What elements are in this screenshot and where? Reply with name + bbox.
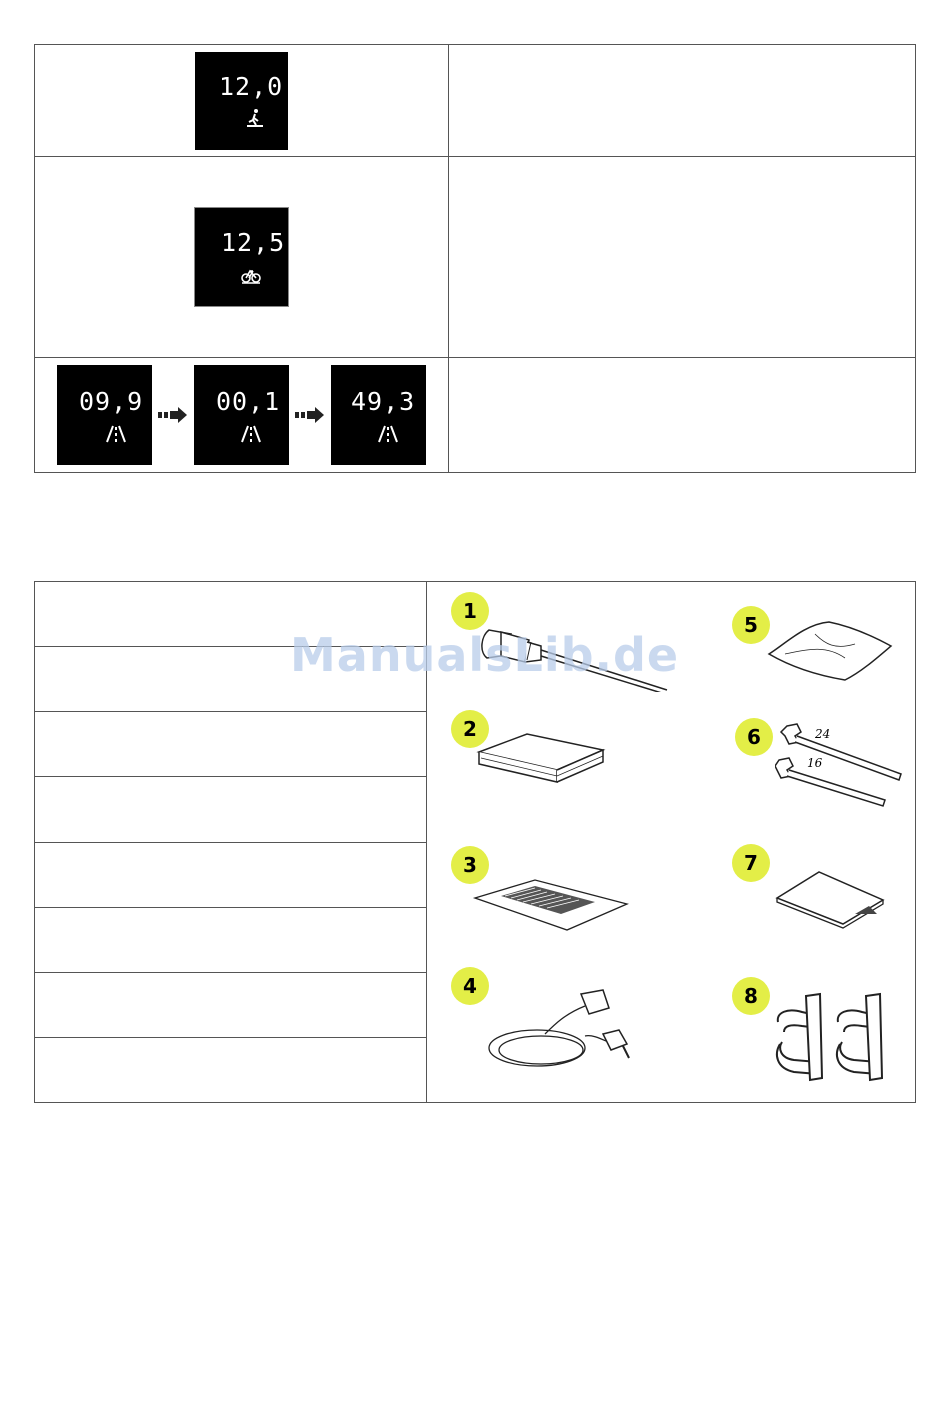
wrench-size-label: 24 [815, 727, 831, 741]
list-item [35, 776, 426, 841]
road-icon [105, 425, 127, 443]
item-number-badge: 3 [451, 846, 489, 884]
item-number-badge: 2 [451, 710, 489, 748]
lcd-value: 00,1 [216, 387, 281, 416]
table-cell-description [449, 358, 915, 472]
list-item [35, 842, 426, 907]
list-item [35, 972, 426, 1037]
lcd-screen [57, 365, 152, 465]
lcd-screen [331, 365, 426, 465]
cloth-bag-icon [765, 614, 895, 684]
document-sheet-icon [471, 868, 631, 938]
lcd-value: 12,5 [221, 228, 286, 257]
item-number-badge: 6 [735, 718, 773, 756]
list-item [35, 711, 426, 776]
lcd-screen [194, 365, 289, 465]
lcd-value: 49,3 [351, 387, 416, 416]
lcd-value: 12,0 [219, 71, 284, 101]
table-cell-description [449, 45, 915, 156]
item-number-badge: 7 [732, 844, 770, 882]
clamp-holders-icon [772, 992, 902, 1082]
road-icon [240, 425, 262, 443]
battery-pack-icon [471, 720, 611, 790]
table-cell-description [449, 157, 915, 357]
table-cell-display [35, 157, 449, 357]
item-number-badge: 4 [451, 967, 489, 1005]
power-cable-icon [485, 984, 635, 1074]
booklet-icon [771, 864, 891, 934]
lcd-value: 09,9 [79, 387, 144, 416]
wrench-size-label: 16 [807, 756, 823, 770]
lcd-screen [194, 207, 289, 307]
table-row [35, 357, 915, 472]
road-icon [377, 425, 399, 443]
item-number-badge: 1 [451, 592, 489, 630]
list-item [35, 907, 426, 972]
arrow-right-icon [295, 407, 325, 423]
table-row [35, 45, 915, 156]
list-item [35, 1037, 426, 1102]
table-row [35, 156, 915, 357]
wrench-pair-icon [775, 722, 905, 812]
item-number-badge: 8 [732, 977, 770, 1015]
table-cell-display [35, 358, 449, 472]
watermark: ManualsLib.de [290, 628, 680, 682]
display-table [34, 44, 916, 473]
walking-person-icon [245, 108, 265, 128]
table-cell-display [35, 45, 449, 156]
arrow-right-icon [158, 407, 188, 423]
lcd-screen [195, 52, 288, 150]
bicycle-icon [241, 266, 261, 284]
item-number-badge: 5 [732, 606, 770, 644]
